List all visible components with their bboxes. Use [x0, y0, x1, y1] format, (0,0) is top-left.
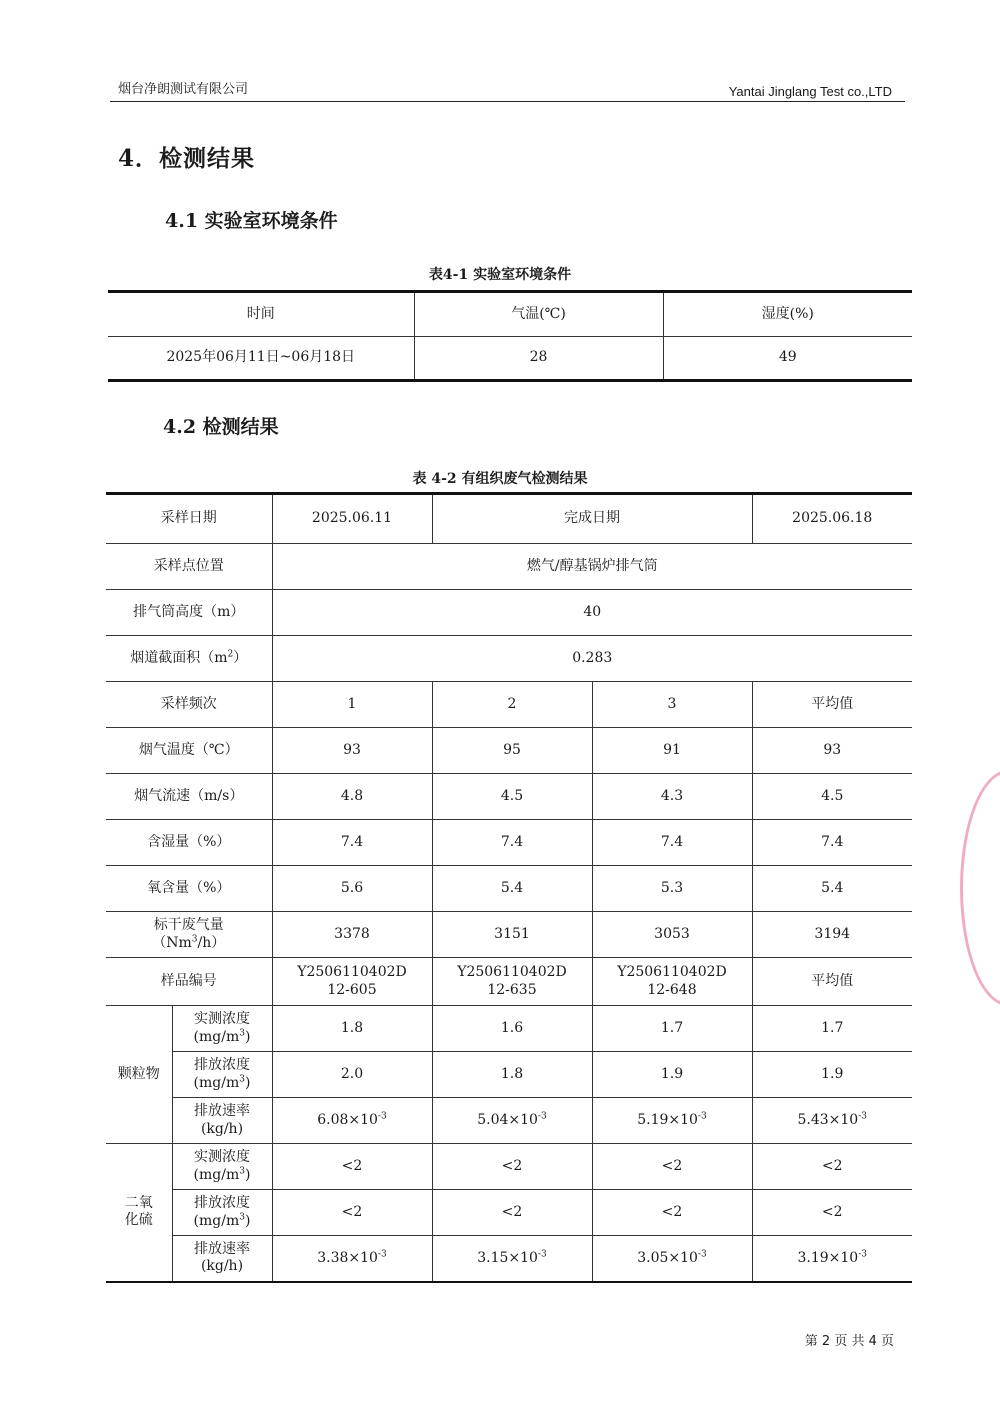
table-4-1-caption: 表4-1 实验室环境条件: [428, 267, 572, 283]
sampling-date-label: 采样日期: [106, 494, 272, 544]
moisture-label: 含湿量（%）: [106, 820, 272, 866]
t41-header-time: 时间: [108, 292, 414, 337]
t41-temp: 28: [414, 337, 663, 381]
so2-label: 二氧 化硫: [106, 1144, 172, 1282]
header-company-en: Yantai Jinglang Test co.,LTD: [728, 84, 892, 99]
t41-header-temp: 气温(℃): [414, 292, 663, 337]
pm-measured-3: 1.7: [592, 1006, 752, 1052]
section-4-1-title: 4.1 实验室环境条件: [165, 210, 338, 232]
pm-emission-1: 2.0: [272, 1052, 432, 1098]
section-4-title: 4．检测结果: [118, 145, 256, 172]
pm-label: 颗粒物: [106, 1006, 172, 1144]
so2-measured-label: 实测浓度 $(mg/m^3)$: [172, 1144, 272, 1190]
table-row: [106, 912, 912, 958]
so2-emission-label: 排放浓度 $(mg/m^3)$: [172, 1190, 272, 1236]
area-label: 烟道截面积$(m^2)$: [106, 636, 272, 682]
table-row: [106, 1236, 912, 1282]
freq-2: 2: [432, 682, 592, 728]
dry-gas-label: 标干废气量 （Nm$^3$/h）: [106, 912, 272, 958]
completion-date: 2025.06.18: [752, 494, 912, 544]
oxygen-2: 5.4: [432, 866, 592, 912]
sample-id-1: Y2506110402D 12-605: [272, 958, 432, 1006]
t41-header-humidity: 湿度(%): [663, 292, 912, 337]
freq-1: 1: [272, 682, 432, 728]
pm-emission-2: 1.8: [432, 1052, 592, 1098]
so2-emission-2: <2: [432, 1190, 592, 1236]
freq-avg: 平均值: [752, 682, 912, 728]
table-row: [106, 728, 912, 774]
sample-id-label: 样品编号: [106, 958, 272, 1006]
moisture-1: 7.4: [272, 820, 432, 866]
oxygen-1: 5.6: [272, 866, 432, 912]
sample-id-avg: 平均值: [752, 958, 912, 1006]
dry-gas-3: 3053: [592, 912, 752, 958]
table-row: [106, 866, 912, 912]
location-label: 采样点位置: [106, 544, 272, 590]
oxygen-3: 5.3: [592, 866, 752, 912]
so2-measured-avg: <2: [752, 1144, 912, 1190]
table-row: [106, 1006, 912, 1052]
table-row: [106, 820, 912, 866]
section-4-2-title: 4.2 检测结果: [163, 416, 279, 438]
pm-rate-3: $5.19\times 10^{-3}$: [592, 1098, 752, 1144]
flow-velocity-avg: 4.5: [752, 774, 912, 820]
so2-measured-1: <2: [272, 1144, 432, 1190]
pm-rate-1: $6.08\times 10^{-3}$: [272, 1098, 432, 1144]
page-footer: 第 2 页 共 4 页: [804, 1334, 894, 1349]
header-rule: [110, 101, 905, 102]
flue-temp-avg: 93: [752, 728, 912, 774]
moisture-2: 7.4: [432, 820, 592, 866]
table-row: [106, 1098, 912, 1144]
dry-gas-avg: 3194: [752, 912, 912, 958]
dry-gas-2: 3151: [432, 912, 592, 958]
so2-measured-2: <2: [432, 1144, 592, 1190]
pm-measured-1: 1.8: [272, 1006, 432, 1052]
so2-rate-3: $3.05\times 10^{-3}$: [592, 1236, 752, 1282]
area: 0.283: [272, 636, 912, 682]
flow-velocity-3: 4.3: [592, 774, 752, 820]
oxygen-label: 氧含量（%）: [106, 866, 272, 912]
so2-measured-3: <2: [592, 1144, 752, 1190]
flue-temp-label: 烟气温度（℃）: [106, 728, 272, 774]
table-row: [106, 1144, 912, 1190]
t41-humidity: 49: [663, 337, 912, 381]
so2-rate-2: $3.15\times 10^{-3}$: [432, 1236, 592, 1282]
so2-emission-avg: <2: [752, 1190, 912, 1236]
header-company-cn: 烟台净朗测试有限公司: [118, 82, 249, 97]
pm-measured-avg: 1.7: [752, 1006, 912, 1052]
flue-temp-1: 93: [272, 728, 432, 774]
pm-rate-label: 排放速率 (kg/h): [172, 1098, 272, 1144]
pm-measured-2: 1.6: [432, 1006, 592, 1052]
moisture-3: 7.4: [592, 820, 752, 866]
so2-rate-label: 排放速率 (kg/h): [172, 1236, 272, 1282]
height: 40: [272, 590, 912, 636]
freq-label: 采样频次: [106, 682, 272, 728]
table-row: [106, 958, 912, 1006]
dry-gas-1: 3378: [272, 912, 432, 958]
flow-velocity-2: 4.5: [432, 774, 592, 820]
so2-emission-3: <2: [592, 1190, 752, 1236]
location: 燃气/醇基锅炉排气筒: [272, 544, 912, 590]
table-4-2: [106, 492, 912, 1283]
oxygen-avg: 5.4: [752, 866, 912, 912]
pm-rate-avg: $5.43\times 10^{-3}$: [752, 1098, 912, 1144]
table-4-1: [108, 290, 912, 382]
table-4-2-caption: 表 4-2 有组织废气检测结果: [412, 471, 588, 487]
sample-id-3: Y2506110402D 12-648: [592, 958, 752, 1006]
moisture-avg: 7.4: [752, 820, 912, 866]
flow-velocity-label: 烟气流速（m/s）: [106, 774, 272, 820]
flue-temp-3: 91: [592, 728, 752, 774]
completion-date-label: 完成日期: [432, 494, 752, 544]
flue-temp-2: 95: [432, 728, 592, 774]
red-stamp: [960, 770, 1000, 1006]
so2-rate-1: $3.38\times 10^{-3}$: [272, 1236, 432, 1282]
sample-id-2: Y2506110402D 12-635: [432, 958, 592, 1006]
pm-emission-3: 1.9: [592, 1052, 752, 1098]
pm-measured-label: 实测浓度 $(mg/m^3)$: [172, 1006, 272, 1052]
height-label: 排气筒高度（m）: [106, 590, 272, 636]
flow-velocity-1: 4.8: [272, 774, 432, 820]
t41-time: 2025年06月11日~06月18日: [108, 337, 414, 381]
table-row: [106, 1190, 912, 1236]
sampling-date: 2025.06.11: [272, 494, 432, 544]
freq-3: 3: [592, 682, 752, 728]
so2-emission-1: <2: [272, 1190, 432, 1236]
table-row: [106, 774, 912, 820]
pm-emission-label: 排放浓度 $(mg/m^3)$: [172, 1052, 272, 1098]
so2-rate-avg: $3.19\times 10^{-3}$: [752, 1236, 912, 1282]
table-row: [106, 1052, 912, 1098]
pm-rate-2: $5.04\times 10^{-3}$: [432, 1098, 592, 1144]
pm-emission-avg: 1.9: [752, 1052, 912, 1098]
